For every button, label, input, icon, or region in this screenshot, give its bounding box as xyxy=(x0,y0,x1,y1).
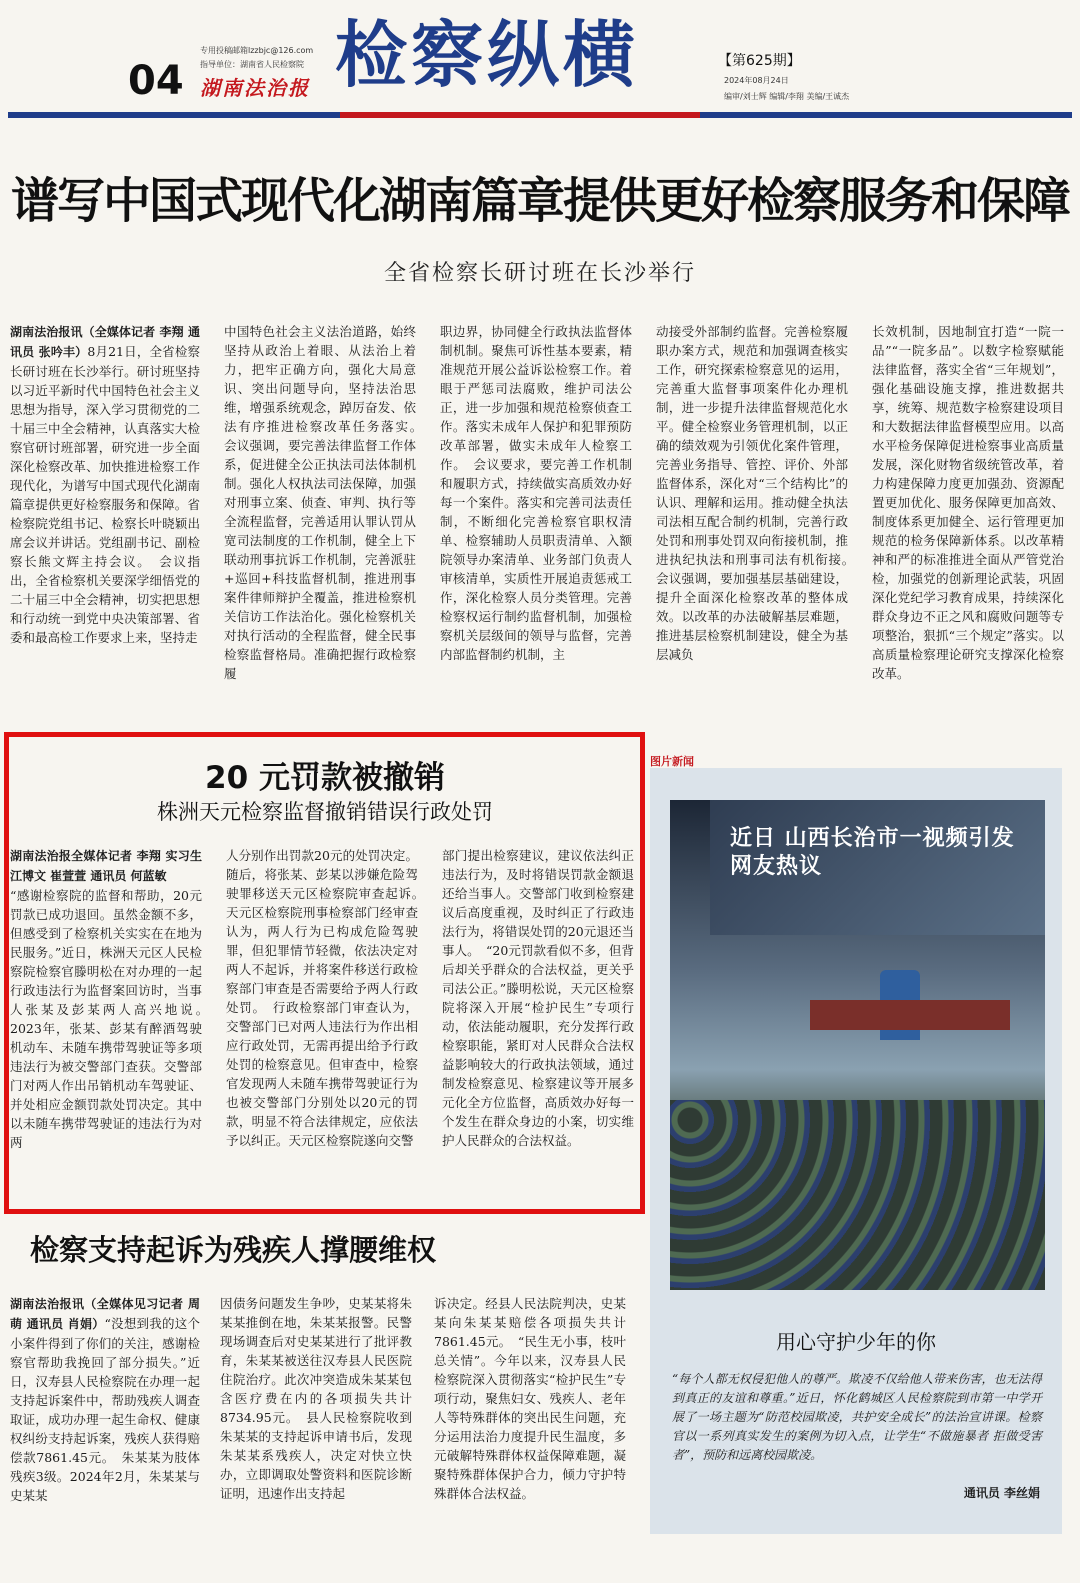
lead-column-text: 8月21日，全省检察长研讨班在长沙举行。研讨班坚持以习近平新时代中国特色社会主义思想为指导，深入学习贯彻党的二十届三中全会精神，认真落实大检察官研讨班部署，研究进一步全面深化检察改革、加快推进检察工作现代化，为谱写中国式现代化湖南篇章提供更好检察服务和保障。省检察院党组书记、检察长叶晓颖出席会议并讲话。党组副书记、副检察长熊文辉主持会议。 会议指出，全省检察机关要深学细悟党的二十届三中全会精神，切实把思想和行动统一到党中央决策部署、省委和最高检工作要求上来，坚持走 xyxy=(10,344,200,645)
student-audience xyxy=(670,1100,1045,1290)
podium-table xyxy=(810,1000,1010,1030)
lead-column-text: 中国特色社会主义法治道路，始终坚持从政治上着眼、从法治上着力，把牢正确方向，强化大局意识、突出问题导向，坚持法治思维，增强系统观念，踔厉奋发、依法有序推进检察改革任务落实。 会议强调，要完善法律监督工作体系，促进健全公正执法司法体制机制。强化人权执法司法保障，加强对刑事立案、侦查、审判、执行等全流程监督，完善适用认罪认罚从宽司法制度的工作机制，健全上下联动刑事抗诉工作机制，完善派驻+巡回+科技监督机制，推进刑事案件律师辩护全覆盖，推进检察机关信访工作法治化。强化检察机关对执行活动的全程监督，健全民事检察监督格局。准确把握行政检察履 xyxy=(224,324,429,681)
boxed-column-1 xyxy=(10,846,215,1202)
photo-news-author: 通讯员 李丝娟 xyxy=(963,1486,1040,1500)
bottom-column-1 xyxy=(10,1294,200,1542)
lead-column-1 xyxy=(10,322,200,714)
bottom-column-2 xyxy=(220,1294,412,1542)
section-title: 检察纵横 xyxy=(335,13,640,97)
boxed-column-text: 部门提出检察建议，建议依法纠正违法行为，及时将错误罚款金额退还给当事人。交警部门收到检察建议后高度重视，及时纠正了行政违法行为，将错误处罚的20元退还当事人。 “20元罚款看似不多，但背后却关乎群众的合法权益，更关乎司法公正。”滕明松说，天元区检察院将深入开展“检护民生”专项行动，依法能动履职，充分发挥行政检察职能，紧盯对人民群众合法权益影响较大的行政执法领域，通过制发检察意见、检察建议等开展多元化全方位监督，高质效办好每一个发生在群众身边的小案，切实维护人民群众的合法权益。 xyxy=(442,848,634,1148)
guide-unit: 指导单位：湖南省人民检察院 xyxy=(200,60,304,69)
bottom-column-text: 诉决定。经县人民法院判决，史某某向朱某某赔偿各项损失共计7861.45元。 “民生无小事，枝叶总关情”。今年以来，汉寿县人民检察院深入贯彻落实“检护民生”专项行动，聚焦妇女、残疾人、老年人等特殊群体的突出民生问题，充分运用法治力度提升民生温度，多元破解特殊群体权益保障难题，凝聚特殊群体保护合力，倾力守护特殊群体合法权益。 xyxy=(434,1296,626,1501)
lead-subhead: 全省检察长研讨班在长沙举行 xyxy=(383,261,696,286)
lead-column-3 xyxy=(440,322,632,714)
boxed-headline: 20 元罚款被撤销 xyxy=(205,760,445,796)
lead-column-text: 长效机制，因地制宜打造“一院一品”“一院多品”。以数字检察赋能法律监督，落实全省“三年规划”，强化基础设施支撑，推进数据共享，统筹、规范数字检察建设项目和大数据法律监督模型应用。以高水平检务保障促进检察事业高质量发展，深化财物省级统管改革，着力构建保障力度更加强劲、资源配置更加优化、服务保障更加高效、制度体系更加健全、运行管理更加规范的检务保障新体系。以改革精神和严的标准推进全面从严管党治检，加强党的创新理论武装，巩固深化党纪学习教育成果，持续深化群众身边不正之风和腐败问题等专项整治，狠抓“三个规定”落实。以高质量检察理论研究支撑深化检察改革。 xyxy=(872,324,1064,681)
bottom-column-text: 因债务问题发生争吵，史某某将朱某某推倒在地，朱某某报警。民警现场调查后对史某某进行了批评教育，朱某某被送往汉寿县人民医院住院治疗。此次冲突造成朱某某包含医疗费在内的各项损失共计8734.95元。 县人民检察院收到朱某某的支持起诉申请书后，发现朱某某系残疾人，决定对快立快办，立即调取处警资料和医院诊断证明，迅速作出支持起 xyxy=(220,1296,412,1501)
editor-credits: 编审/刘士辉 编辑/李翔 美编/王诚杰 xyxy=(724,92,850,101)
boxed-byline: 湖南法治报全媒体记者 李翔 实习生 江博文 崔萱萱 通讯员 何蓝敏 xyxy=(10,849,202,883)
boxed-column-text: 人分别作出罚款20元的处罚决定。随后，将张某、彭某以涉嫌危险驾驶罪移送天元区检察院审查起诉。 天元区检察院刑事检察部门经审查认为，两人行为已构成危险驾驶罪，但犯罪情节轻微，依法决定对两人不起诉，并将案件移送行政检察部门审查是否需要给予两人行政处罚。 行政检察部门审查认为，交警部门已对两人违法行为作出相应行政处罚，无需再提出给予行政处罚的检察意见。但审查中，检察官发现两人未随车携带驾驶证行为也被交警部门分别处以20元的罚款，明显不符合法律规定，应依法予以纠正。天元区检察院遂向交警 xyxy=(226,848,431,1148)
bottom-column-3 xyxy=(434,1294,626,1542)
lead-column-5 xyxy=(872,322,1064,714)
lead-column-text: 职边界，协同健全行政执法监督体制机制。聚焦可诉性基本要素，精准规范开展公益诉讼检察工作。着眼于严惩司法腐败，维护司法公正，进一步加强和规范检察侦查工作。落实未成年人保护和犯罪预防改革部署，做实未成年人检察工作。 会议要求，要完善工作机制和履职方式，持续做实高质效办好每一个案件。落实和完善司法责任制，不断细化完善检察官职权清单、检察辅助人员职责清单、入额院领导办案清单、业务部门负责人审核清单，实质性开展追责惩戒工作，深化检察人员分类管理。完善检察权运行制约监督机制，加强检察机关层级间的领导与监督，完善内部监督制约机制，主 xyxy=(440,324,632,662)
screen-caption: 近日 山西长治市一视频引发网友热议 xyxy=(730,826,1015,879)
issue-number: 【第625期】 xyxy=(718,53,801,69)
issue-date: 2024年08月24日 xyxy=(724,76,789,85)
submission-email: 专用投稿邮箱lzzbjc@126.com xyxy=(200,46,314,55)
lead-byline: 湖南法治报讯（全媒体记者 李翔 通讯员 张吟丰） xyxy=(10,325,200,359)
bottom-headline: 检察支持起诉为残疾人撑腰维权 xyxy=(30,1233,437,1267)
bottom-column-text: “没想到我的这个小案件得到了你们的关注，感谢检察官帮助我挽回了部分损失。”近日，汉寿县人民检察院在办理一起支持起诉案件中，帮助残疾人调查取证，成功办理一起生命权、健康权纠纷支持起诉案，残疾人获得赔偿款7861.45元。 朱某某为肢体残疾3级。2024年2月，朱某某与史某某 xyxy=(10,1316,200,1503)
bottom-byline: 湖南法治报讯（全媒体见习记者 周萌 通讯员 肖娟） xyxy=(10,1297,200,1331)
lead-column-text: 动接受外部制约监督。完善检察履职办案方式，规范和加强调查核实工作，研究探索检察意见的运用，完善重大监督事项案件化办理机制，进一步提升法律监督规范化水平。健全检察业务管理机制，以正确的绩效观为引领优化案件管理，完善业务指导、管控、评价、外部监督体系，深化对“三个结构比”的认识、理解和运用。推动健全执法司法相互配合制约机制，完善行政处罚和刑事处罚双向衔接机制，推进执纪执法和刑事司法有机衔接。 会议强调，要加强基层基础建设，提升全面深化检察改革的整体成效。以改革的办法破解基层难题，推进基层检察机制建设，健全为基层减负 xyxy=(656,324,861,662)
boxed-column-2 xyxy=(226,846,431,1202)
photo-news-label: 图片新闻 xyxy=(650,755,694,768)
masthead-accent-rule xyxy=(340,112,700,118)
newspaper-logo: 湖南法治报 xyxy=(200,76,310,100)
lead-column-4 xyxy=(656,322,861,714)
page-number: 04 xyxy=(128,58,184,104)
lead-column-2 xyxy=(224,322,429,714)
boxed-subhead: 株洲天元检察监督撤销错误行政处罚 xyxy=(157,800,493,824)
boxed-column-3 xyxy=(442,846,634,1202)
boxed-column-text: “感谢检察院的监督和帮助，20元罚款已成功退回。虽然金额不多，但感受到了检察机关实实在在地为民服务。”近日，株洲天元区人民检察院检察官滕明松在对办理的一起行政违法行为监督案回访时，当事人张某及彭某两人高兴地说。 2023年，张某、彭某有醉酒驾驶机动车、未随车携带驾驶证等多项违法行为被交警部门查获。交警部门对两人作出吊销机动车驾驶证、并处相应金额罚款处罚决定。其中以未随车携带驾驶证的违法行为对两 xyxy=(10,888,215,1150)
photo-news-title: 用心守护少年的你 xyxy=(776,1330,936,1354)
lead-headline: 谱写中国式现代化湖南篇章提供更好检察服务和保障 xyxy=(10,173,1069,229)
photo-news-caption: “每个人都无权侵犯他人的尊严。欺凌不仅给他人带来伤害，也无法得到真正的友谊和尊重。”近日，怀化鹤城区人民检察院到市第一中学开展了一场主题为“防范校园欺凌，共护安全成长”的法治宣讲课。检察官以一系列真实发生的案例为切入点，让学生“不做施暴者 拒做受害者”，预防和远离校园欺凌。 xyxy=(672,1372,1042,1462)
lecture-photo xyxy=(670,800,1045,1290)
